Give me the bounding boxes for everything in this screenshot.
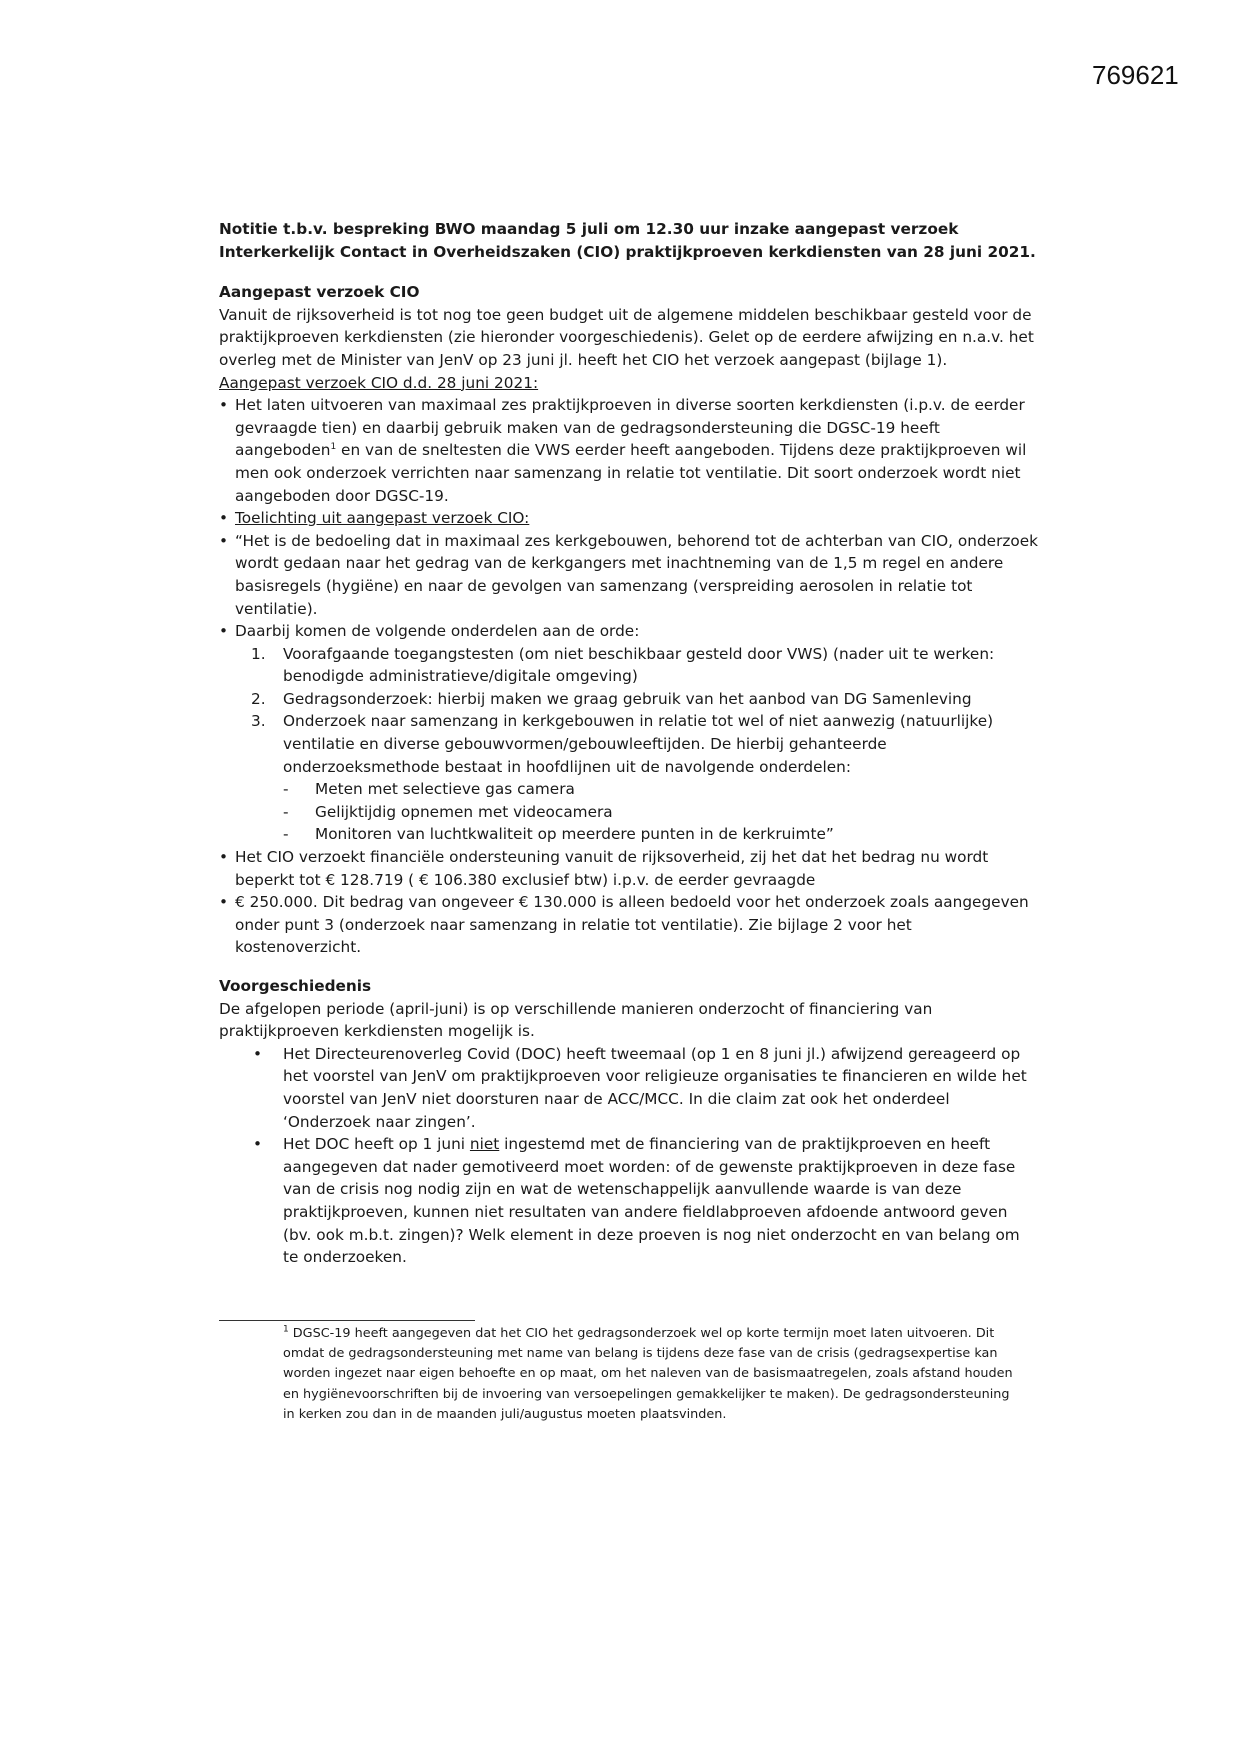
- bullet-icon: •: [219, 531, 229, 550]
- bullet-item: • Het DOC heeft op 1 juni niet ingestemd met de financiering van de praktijkproeven en heeft aangegeven dat nader gemotiveerd moet worden: of de gewenste praktijkproeven in deze fase van de crisis nog nodig zijn en wat de wetenschappelijk aanvullende waarde is van deze praktijkproeven, kunnen niet resultaten van andere fieldlabproeven afdoende antwoord geven (bv. ook m.b.t. zingen)? Welk element in deze proeven is nog niet onderzocht en van belang om te onderzoeken.: [253, 1135, 1020, 1267]
- bullet-icon: •: [219, 622, 229, 641]
- dash-icon: -: [283, 780, 289, 799]
- numbered-item: 2. Gedragsonderzoek: hierbij maken we graag gebruik van het aanbod van DG Samenleving: [251, 689, 972, 708]
- bullet-icon: •: [219, 396, 229, 415]
- footnote-text: DGSC-19 heeft aangegeven dat het CIO het gedragsonderzoek wel op korte termijn moet laten uitvoeren. Dit omdat de gedragsondersteuning met name van belang is tijdens deze fase van de crisis (gedragsexpertise kan worden ingezet naar eigen behoefte en op maat, om het naleven van de basismaatregelen, zoals afstand houden en hygiënevoorschriften bij de invoering van versoepelingen gemakkelijker te maken). De gedragsondersteuning in kerken zou dan in de maanden juli/augustus moeten plaatsvinden.: [283, 1326, 1013, 1422]
- numbered-item: 3. Onderzoek naar samenzang in kerkgebouwen in relatie tot wel of niet aanwezig (natuurlijke) ventilatie en diverse gebouwvormen/gebouwleeftijden. De hierbij gehanteerde onderzoeksmethode bestaat in hoofdlijnen uit de navolgende onderdelen:: [251, 712, 994, 776]
- document-number: 769621: [1092, 60, 1179, 90]
- section-subheading: Aangepast verzoek CIO d.d. 28 juni 2021:: [219, 373, 539, 392]
- bullet-item: • € 250.000. Dit bedrag van ongeveer € 130.000 is alleen bedoeld voor het onderzoek zoals aangegeven onder punt 3 (onderzoek naar samenzang in relatie tot ventilatie). Zie bijlage 2 voor het kostenoverzicht.: [219, 893, 1029, 957]
- bullet-item: • “Het is de bedoeling dat in maximaal zes kerkgebouwen, behorend tot de achterban van CIO, onderzoek wordt gedaan naar het gedrag van de kerkgangers met inachtneming van de 1,5 m regel en andere basisregels (hygiëne) en naar de gevolgen van samenzang (verspreiding aerosolen in relatie tot ventilatie).: [219, 531, 1039, 618]
- section-intro: Vanuit de rijksoverheid is tot nog toe geen budget uit de algemene middelen beschikbaar gesteld voor de praktijkproeven kerkdiensten (zie hieronder voorgeschiedenis). Gelet op de eerdere afwijzing en n.a.v. het overleg met de Minister van JenV op 23 juni jl. heeft het CIO het verzoek aangepast (bijlage 1).: [219, 305, 1034, 369]
- dash-item: - Monitoren van luchtkwaliteit op meerdere punten in de kerkruimte”: [219, 823, 1039, 846]
- section-intro: De afgelopen periode (april-juni) is op verschillende manieren onderzocht of financiering van praktijkproeven kerkdiensten mogelijk is.: [219, 999, 933, 1041]
- numbered-item: 1. Voorafgaande toegangstesten (om niet beschikbaar gesteld door VWS) (nader uit te werken: benodigde administratieve/digitale omgeving): [251, 644, 995, 686]
- bullet-icon: •: [253, 1135, 263, 1154]
- bullet-icon: •: [219, 509, 229, 528]
- footnote-separator: [219, 1320, 475, 1321]
- dash-item: - Meten met selectieve gas camera: [219, 778, 1039, 801]
- bullet-icon: •: [253, 1044, 263, 1063]
- footnote-mark: 1: [283, 1324, 289, 1335]
- dash-icon: -: [283, 825, 289, 844]
- document-body: [219, 218, 1039, 1269]
- dash-item: - Gelijktijdig opnemen met videocamera: [219, 801, 1039, 824]
- bullet-item: • Het laten uitvoeren van maximaal zes praktijkproeven in diverse soorten kerkdiensten (i.p.v. de eerder gevraagde tien) en daarbij gebruik maken van de gedragsondersteuning die DGSC-19 heeft aangeboden$^1$ en van de sneltesten die VWS eerder heeft aangeboden. Tijdens deze praktijkproeven wil men ook onderzoek verrichten naar samenzang in relatie tot ventilatie. Dit soort onderzoek wordt niet aangeboden door DGSC-19.: [219, 396, 1027, 505]
- bullet-icon: •: [219, 848, 229, 867]
- section-heading-aangepast-verzoek: Aangepast verzoek CIO: [219, 283, 420, 302]
- bullet-item: • Het Directeurenoverleg Covid (DOC) heeft tweemaal (op 1 en 8 juni jl.) afwijzend gereageerd op het voorstel van JenV om praktijkproeven voor religieuze organisaties te financieren en wilde het voorstel van JenV niet doorsturen naar de ACC/MCC. In die claim zat ook het onderdeel ‘Onderzoek naar zingen’.: [253, 1044, 1027, 1131]
- section-heading-voorgeschiedenis: Voorgeschiedenis: [219, 977, 372, 995]
- dash-icon: -: [283, 802, 289, 821]
- bullet-item: • Daarbij komen de volgende onderdelen aan de orde:: [219, 620, 1039, 643]
- document-title: Notitie t.b.v. bespreking BWO maandag 5 juli om 12.30 uur inzake aangepast verzoek Interkerkelijk Contact in Overheidszaken (CIO) praktijkproeven kerkdiensten van 28 juni 2021.: [219, 220, 1036, 261]
- footnote-reference: 1: [330, 442, 337, 453]
- bullet-item: • Het CIO verzoekt financiële ondersteuning vanuit de rijksoverheid, zij het dat het bedrag nu wordt beperkt tot € 128.719 ( € 106.380 exclusief btw) i.p.v. de eerder gevraagde: [219, 848, 989, 889]
- footnote: [283, 1324, 1023, 1425]
- bullet-item: • Toelichting uit aangepast verzoek CIO:: [219, 507, 1039, 530]
- bullet-icon: •: [219, 893, 229, 912]
